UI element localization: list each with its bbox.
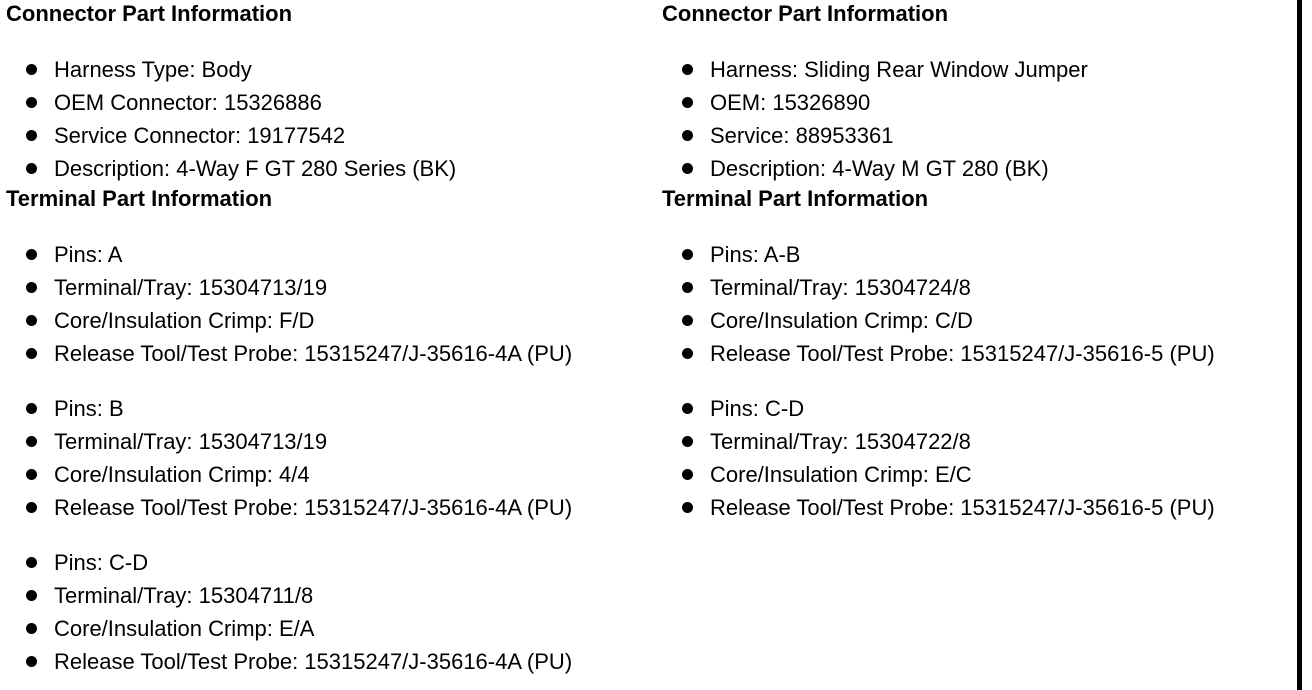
page-edge-rule [1297, 0, 1302, 690]
bullet-icon [682, 348, 693, 359]
right-connector-column [662, 0, 1294, 524]
terminal-part-heading: Terminal Part Information [6, 186, 273, 211]
list-item [6, 612, 656, 645]
release-tool-text: Release Tool/Test Probe: 15315247/J-35616-5 (PU) [710, 495, 1215, 520]
connector-part-heading: Connector Part Information [662, 1, 949, 26]
bullet-icon [26, 315, 37, 326]
terminal-group-a [6, 238, 656, 370]
list-item [6, 392, 656, 425]
list-item [6, 238, 656, 271]
crimp-text: Core/Insulation Crimp: C/D [710, 308, 973, 333]
bullet-icon [26, 656, 37, 667]
connector-info-list [662, 53, 1294, 185]
pins-text: Pins: A-B [710, 242, 801, 267]
list-item [662, 271, 1294, 304]
list-item [662, 337, 1294, 370]
list-item [662, 53, 1294, 86]
bullet-icon [26, 623, 37, 634]
terminal-group-b [6, 392, 656, 524]
crimp-text: Core/Insulation Crimp: E/A [54, 616, 315, 641]
bullet-icon [682, 403, 693, 414]
bullet-icon [682, 315, 693, 326]
pins-text: Pins: C-D [710, 396, 805, 421]
oem-text: OEM: 15326890 [710, 90, 871, 115]
harness-type-text: Harness Type: Body [54, 57, 252, 82]
list-item [6, 152, 656, 185]
bullet-icon [682, 469, 693, 480]
list-item [6, 491, 656, 524]
bullet-icon [26, 130, 37, 141]
list-item [6, 271, 656, 304]
list-item [6, 579, 656, 612]
service-connector-text: Service Connector: 19177542 [54, 123, 346, 148]
crimp-text: Core/Insulation Crimp: E/C [710, 462, 972, 487]
pins-text: Pins: C-D [54, 550, 149, 575]
release-tool-text: Release Tool/Test Probe: 15315247/J-35616-4A (PU) [54, 649, 573, 674]
terminal-tray-text: Terminal/Tray: 15304711/8 [54, 583, 314, 608]
list-item [662, 304, 1294, 337]
list-item [662, 458, 1294, 491]
bullet-icon [26, 348, 37, 359]
bullet-icon [26, 590, 37, 601]
list-item [6, 458, 656, 491]
terminal-part-heading: Terminal Part Information [662, 186, 929, 211]
bullet-icon [26, 403, 37, 414]
list-item [6, 119, 656, 152]
list-item [6, 304, 656, 337]
bullet-icon [26, 163, 37, 174]
bullet-icon [682, 249, 693, 260]
harness-text: Harness: Sliding Rear Window Jumper [710, 57, 1088, 82]
bullet-icon [26, 97, 37, 108]
bullet-icon [682, 130, 693, 141]
pins-text: Pins: A [54, 242, 123, 267]
terminal-group-c-d [662, 392, 1294, 524]
terminal-tray-text: Terminal/Tray: 15304713/19 [54, 429, 328, 454]
list-item [662, 86, 1294, 119]
description-text: Description: 4-Way F GT 280 Series (BK) [54, 156, 457, 181]
bullet-icon [682, 282, 693, 293]
release-tool-text: Release Tool/Test Probe: 15315247/J-35616-4A (PU) [54, 341, 573, 366]
terminal-tray-text: Terminal/Tray: 15304724/8 [710, 275, 971, 300]
pins-text: Pins: B [54, 396, 124, 421]
service-text: Service: 88953361 [710, 123, 894, 148]
bullet-icon [26, 557, 37, 568]
bullet-icon [682, 502, 693, 513]
bullet-icon [26, 282, 37, 293]
bullet-icon [26, 436, 37, 447]
bullet-icon [26, 469, 37, 480]
bullet-icon [26, 249, 37, 260]
list-item [662, 491, 1294, 524]
crimp-text: Core/Insulation Crimp: F/D [54, 308, 315, 333]
terminal-group-c-d [6, 546, 656, 678]
bullet-icon [682, 97, 693, 108]
list-item [6, 425, 656, 458]
list-item [662, 425, 1294, 458]
bullet-icon [682, 436, 693, 447]
release-tool-text: Release Tool/Test Probe: 15315247/J-35616-4A (PU) [54, 495, 573, 520]
terminal-tray-text: Terminal/Tray: 15304722/8 [710, 429, 971, 454]
connector-part-heading: Connector Part Information [6, 1, 293, 26]
description-text: Description: 4-Way M GT 280 (BK) [710, 156, 1049, 181]
list-item [6, 86, 656, 119]
list-item [6, 337, 656, 370]
list-item [662, 119, 1294, 152]
list-item [6, 546, 656, 579]
bullet-icon [26, 502, 37, 513]
terminal-group-a-b [662, 238, 1294, 370]
bullet-icon [26, 64, 37, 75]
bullet-icon [682, 64, 693, 75]
crimp-text: Core/Insulation Crimp: 4/4 [54, 462, 310, 487]
list-item [6, 53, 656, 86]
oem-connector-text: OEM Connector: 15326886 [54, 90, 322, 115]
connector-info-list [6, 53, 656, 185]
terminal-tray-text: Terminal/Tray: 15304713/19 [54, 275, 328, 300]
bullet-icon [682, 163, 693, 174]
list-item [6, 645, 656, 678]
release-tool-text: Release Tool/Test Probe: 15315247/J-35616-5 (PU) [710, 341, 1215, 366]
left-connector-column [6, 0, 656, 678]
list-item [662, 392, 1294, 425]
list-item [662, 238, 1294, 271]
list-item [662, 152, 1294, 185]
